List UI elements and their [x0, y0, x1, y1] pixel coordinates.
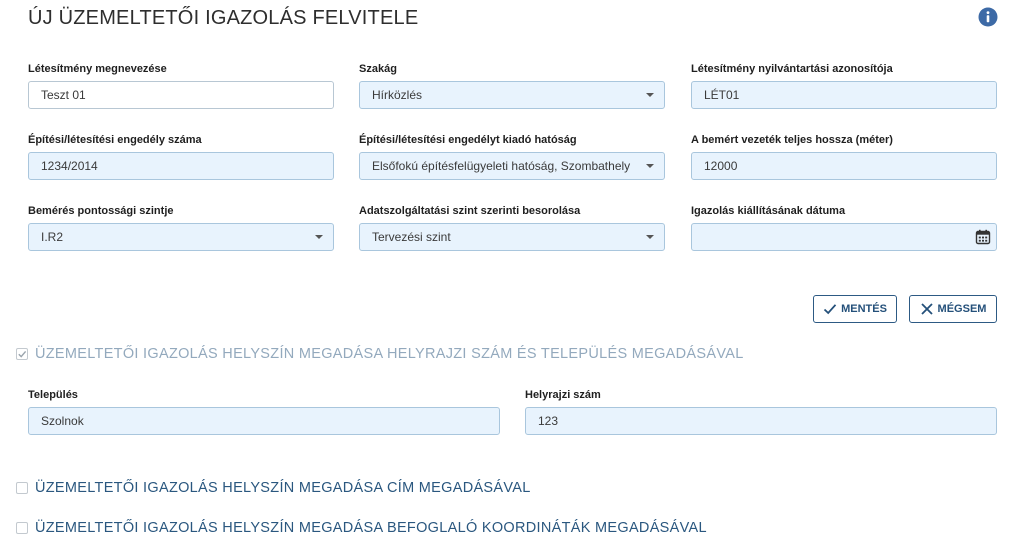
engedely-hatosag-value: Elsőfokú építésfelügyeleti hatóság, Szombathely	[372, 159, 631, 173]
section-hrsz-toggle[interactable]	[16, 346, 744, 362]
szakag-value: Hírközlés	[372, 88, 423, 102]
telepules-input[interactable]	[28, 407, 500, 435]
section-hrsz-label: ÜZEMELTETŐI IGAZOLÁS HELYSZÍN MEGADÁSA HELYRAJZI SZÁM ÉS TELEPÜLÉS MEGADÁSÁVAL	[35, 346, 744, 362]
close-icon	[920, 302, 934, 316]
cancel-button-label: MÉGSEM	[937, 303, 987, 315]
save-button[interactable]	[813, 295, 897, 323]
calendar-icon[interactable]	[975, 229, 991, 245]
engedely-szama-label: Építési/létesítési engedély száma	[28, 134, 202, 146]
section-koordinatak-toggle[interactable]	[16, 520, 707, 536]
engedely-szama-value: 1234/2014	[41, 159, 98, 173]
nyilvantartasi-azonosito-label: Létesítmény nyilvántartási azonosítója	[691, 63, 893, 75]
kiallitas-datuma-input[interactable]	[691, 223, 997, 251]
section-cim-toggle[interactable]	[16, 480, 531, 496]
adatszolgaltatasi-szint-label: Adatszolgáltatási szint szerinti besorolása	[359, 205, 581, 217]
vezetek-hossza-value: 12000	[704, 159, 738, 173]
telepules-label: Település	[28, 389, 78, 401]
info-icon[interactable]	[978, 7, 998, 27]
section-hrsz-checkbox[interactable]	[16, 348, 28, 360]
chevron-down-icon	[315, 235, 323, 239]
cancel-button[interactable]	[909, 295, 997, 323]
page-title: ÚJ ÜZEMELTETŐI IGAZOLÁS FELVITELE	[28, 7, 419, 29]
chevron-down-icon	[646, 164, 654, 168]
helyrajzi-szam-label: Helyrajzi szám	[525, 389, 601, 401]
vezetek-hossza-input[interactable]	[691, 152, 997, 180]
pontossagi-szint-value: I.R2	[41, 230, 64, 244]
section-koordinatak-label: ÜZEMELTETŐI IGAZOLÁS HELYSZÍN MEGADÁSA BEFOGLALÓ KOORDINÁTÁK MEGADÁSÁVAL	[35, 520, 707, 536]
chevron-down-icon	[646, 235, 654, 239]
helyrajzi-szam-value: 123	[538, 414, 559, 428]
pontossagi-szint-select[interactable]	[28, 223, 334, 251]
szakag-select[interactable]	[359, 81, 665, 109]
section-koordinatak-checkbox[interactable]	[16, 522, 28, 534]
pontossagi-szint-label: Bemérés pontossági szintje	[28, 205, 174, 217]
section-cim-label: ÜZEMELTETŐI IGAZOLÁS HELYSZÍN MEGADÁSA CÍM MEGADÁSÁVAL	[35, 480, 531, 496]
engedely-szama-input[interactable]	[28, 152, 334, 180]
adatszolgaltatasi-szint-value: Tervezési szint	[372, 230, 451, 244]
helyrajzi-szam-input[interactable]	[525, 407, 997, 435]
section-cim-checkbox[interactable]	[16, 482, 28, 494]
check-icon	[823, 302, 837, 316]
adatszolgaltatasi-szint-select[interactable]	[359, 223, 665, 251]
nyilvantartasi-azonosito-input[interactable]	[691, 81, 997, 109]
engedely-hatosag-select[interactable]	[359, 152, 665, 180]
letesitmeny-megnevezese-value: Teszt 01	[41, 88, 86, 102]
engedely-hatosag-label: Építési/létesítési engedélyt kiadó hatóság	[359, 134, 577, 146]
letesitmeny-megnevezese-label: Létesítmény megnevezése	[28, 63, 167, 75]
szakag-label: Szakág	[359, 63, 397, 75]
chevron-down-icon	[646, 93, 654, 97]
check-icon	[17, 349, 27, 359]
nyilvantartasi-azonosito-value: LÉT01	[704, 88, 740, 102]
kiallitas-datuma-label: Igazolás kiállításának dátuma	[691, 205, 846, 217]
telepules-value: Szolnok	[41, 414, 84, 428]
vezetek-hossza-label: A bemért vezeték teljes hossza (méter)	[691, 134, 893, 146]
save-button-label: MENTÉS	[841, 303, 887, 315]
letesitmeny-megnevezese-input[interactable]	[28, 81, 334, 109]
